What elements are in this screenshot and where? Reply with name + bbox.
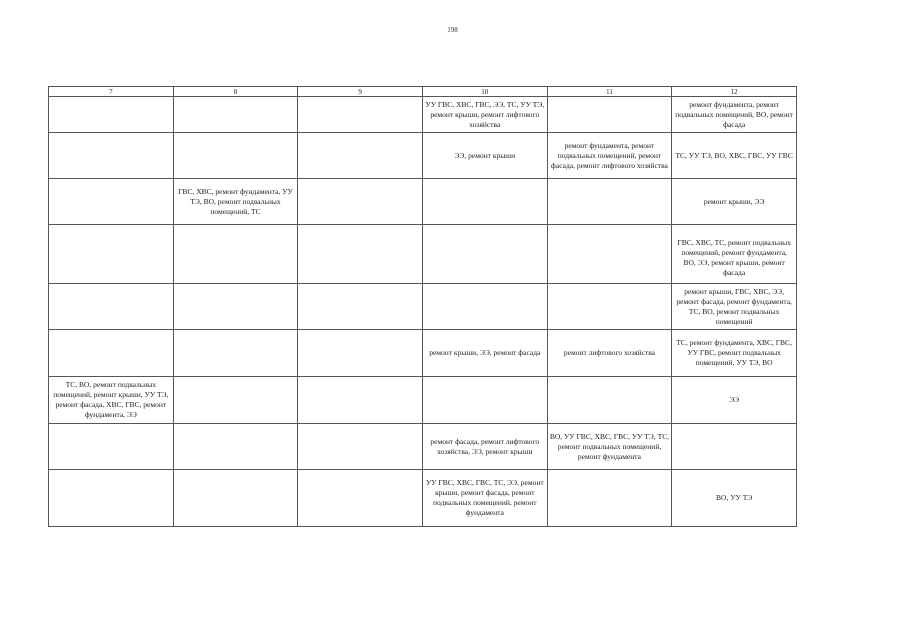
table-cell: ремонт фундамента, ремонт подвальных помещений, ВО, ремонт фасада: [672, 97, 797, 133]
table-cell: ТС, ВО, ремонт подвальных помещений, ремонт крыши, УУ ТЭ, ремонт фасада, ХВС, ГВС, ремонт фундамента, ЭЭ: [49, 377, 174, 424]
table-cell: ЭЭ, ремонт крыши: [422, 133, 547, 179]
table-cell: [49, 330, 174, 377]
table-cell: [422, 225, 547, 284]
table-cell: [49, 97, 174, 133]
data-table: [48, 86, 797, 527]
table-cell: [49, 470, 174, 527]
table-row: [49, 330, 797, 377]
table-cell: [547, 470, 672, 527]
table-cell: [173, 470, 298, 527]
table-cell: ГВС, ХВС, ТС, ремонт подвальных помещений, ремонт фундамента, ВО, ЭЭ, ремонт крыши, ремонт фасада: [672, 225, 797, 284]
table-cell: [422, 284, 547, 330]
table-cell: ремонт фундамента, ремонт подвальных помещений, ремонт фасада, ремонт лифтового хозяйства: [547, 133, 672, 179]
table-cell: [173, 133, 298, 179]
table-row: [49, 225, 797, 284]
table-row: [49, 133, 797, 179]
table-cell: [547, 225, 672, 284]
table-cell: [298, 133, 423, 179]
table-cell: [547, 179, 672, 225]
table-cell: [298, 284, 423, 330]
table-cell: [298, 97, 423, 133]
table-cell: ремонт лифтового хозяйства: [547, 330, 672, 377]
table-cell: УУ ГВС, ХВС, ГВС, ЭЭ, ТС, УУ ТЭ, ремонт крыши, ремонт лифтового хозяйства: [422, 97, 547, 133]
table-cell: [422, 377, 547, 424]
header-col-10: 10: [422, 87, 547, 97]
table-cell: [173, 330, 298, 377]
table-cell: [298, 470, 423, 527]
table-cell: [672, 424, 797, 470]
header-col-12: 12: [672, 87, 797, 97]
table-cell: ЭЭ: [672, 377, 797, 424]
table-cell: ремонт крыши, ГВС, ХВС, ЭЭ, ремонт фасада, ремонт фундамента, ТС, ВО, ремонт подвальных помещений: [672, 284, 797, 330]
table-cell: ремонт крыши, ЭЭ: [672, 179, 797, 225]
table-cell: [49, 424, 174, 470]
header-col-9: 9: [298, 87, 423, 97]
table-row: [49, 179, 797, 225]
header-row: [49, 87, 797, 97]
table-cell: [173, 284, 298, 330]
table-row: [49, 424, 797, 470]
table-cell: [49, 225, 174, 284]
table-cell: ТС, ремонт фундамента, ХВС, ГВС, УУ ГВС, ремонт подвальных помещений, УУ ТЭ, ВО: [672, 330, 797, 377]
table-cell: [173, 424, 298, 470]
table-cell: ТС, УУ ТЭ, ВО, ХВС, ГВС, УУ ГВС: [672, 133, 797, 179]
table-cell: [298, 179, 423, 225]
table-cell: [547, 284, 672, 330]
header-col-7: 7: [49, 87, 174, 97]
table-cell: [173, 97, 298, 133]
table-cell: [547, 97, 672, 133]
table-cell: [298, 225, 423, 284]
table-cell: [298, 424, 423, 470]
table-row: [49, 284, 797, 330]
table-cell: ВО, УУ ГВС, ХВС, ГВС, УУ ТЭ, ТС, ремонт подвальных помещений, ремонт фундамента: [547, 424, 672, 470]
table-cell: [49, 133, 174, 179]
table-row: [49, 377, 797, 424]
table-cell: ремонт крыши, ЭЭ, ремонт фасада: [422, 330, 547, 377]
table-cell: ремонт фасада, ремонт лифтового хозяйства, ЭЭ, ремонт крыши: [422, 424, 547, 470]
table-row: [49, 97, 797, 133]
table-row: [49, 470, 797, 527]
table-cell: [298, 330, 423, 377]
page-number: 198: [447, 26, 458, 34]
table-cell: [173, 377, 298, 424]
table-cell: [49, 179, 174, 225]
table-cell: ВО, УУ ТЭ: [672, 470, 797, 527]
table-cell: [173, 225, 298, 284]
table-cell: [422, 179, 547, 225]
header-col-8: 8: [173, 87, 298, 97]
table-cell: ГВС, ХВС, ремонт фундамента, УУ ТЭ, ВО, ремонт подвальных помещений, ТС: [173, 179, 298, 225]
table-cell: [49, 284, 174, 330]
table-cell: [547, 377, 672, 424]
header-col-11: 11: [547, 87, 672, 97]
table-cell: УУ ГВС, ХВС, ГВС, ТС, ЭЭ, ремонт крыши, ремонт фасада, ремонт подвальных помещений, ремонт фундамента: [422, 470, 547, 527]
table-cell: [298, 377, 423, 424]
